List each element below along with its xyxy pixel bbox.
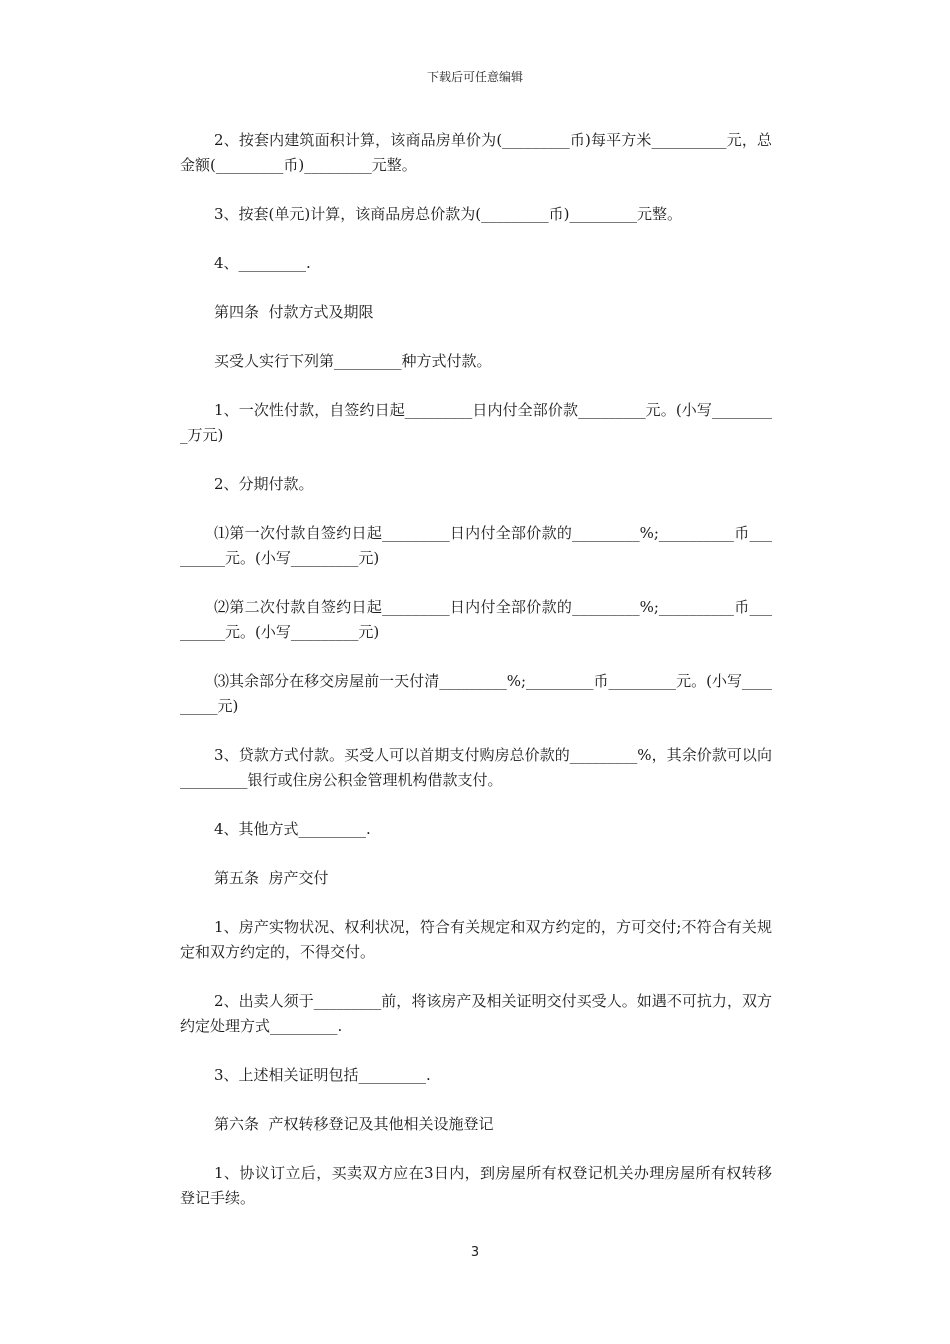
paragraph-delivery-conditions: 1、房产实物状况、权利状况，符合有关规定和双方约定的，方可交付;不符合有关规定和双方约定的，不得交付。 <box>180 918 772 961</box>
article-5-heading: 第五条 房产交付 <box>214 869 329 887</box>
paragraph-delivery-deadline: 2、出卖人须于_________前，将该房产及相关证明交付买受人。如遇不可抗力，双方约定处理方式_________. <box>180 992 772 1035</box>
paragraph-loan: 3、贷款方式付款。买受人可以首期支付购房总价款的_________%，其余价款可以向_________银行或住房公积金管理机构借款支付。 <box>180 746 772 789</box>
paragraph-price-by-area: 2、按套内建筑面积计算，该商品房单价为(_________币)每平方米__________元，总金额(_________币)_________元整。 <box>180 131 772 174</box>
paragraph-installment-first: ⑴第一次付款自签约日起_________日内付全部价款的_________%;__________币_________元。(小写_________元) <box>180 524 772 567</box>
paragraph-installment-second: ⑵第二次付款自签约日起_________日内付全部价款的_________%;__________币_________元。(小写_________元) <box>180 598 772 641</box>
page-number: 3 <box>470 1245 480 1260</box>
paragraph-transfer-registration: 1、协议订立后，买卖双方应在3日内，到房屋所有权登记机关办理房屋所有权转移登记手续。 <box>180 1164 772 1207</box>
document-body <box>180 128 772 1235</box>
paragraph-installment: 2、分期付款。 <box>214 475 314 493</box>
paragraph-certificates: 3、上述相关证明包括_________. <box>214 1066 431 1084</box>
paragraph-other-method: 4、其他方式_________. <box>214 820 371 838</box>
paragraph-payment-method: 买受人实行下列第_________种方式付款。 <box>214 352 492 370</box>
paragraph-lump-sum: 1、一次性付款，自签约日起_________日内付全部价款_________元。(小写_________万元) <box>180 401 772 444</box>
article-4-heading: 第四条 付款方式及期限 <box>214 303 374 321</box>
article-6-heading: 第六条 产权转移登记及其他相关设施登记 <box>214 1115 494 1133</box>
paragraph-installment-rest: ⑶其余部分在移交房屋前一天付清_________%;_________币_________元。(小写_________元) <box>180 672 772 715</box>
paragraph-price-other: 4、_________. <box>214 254 311 272</box>
paragraph-price-by-unit: 3、按套(单元)计算，该商品房总价款为(_________币)_________元整。 <box>214 205 682 223</box>
page-header: 下载后可任意编辑 <box>426 70 523 84</box>
